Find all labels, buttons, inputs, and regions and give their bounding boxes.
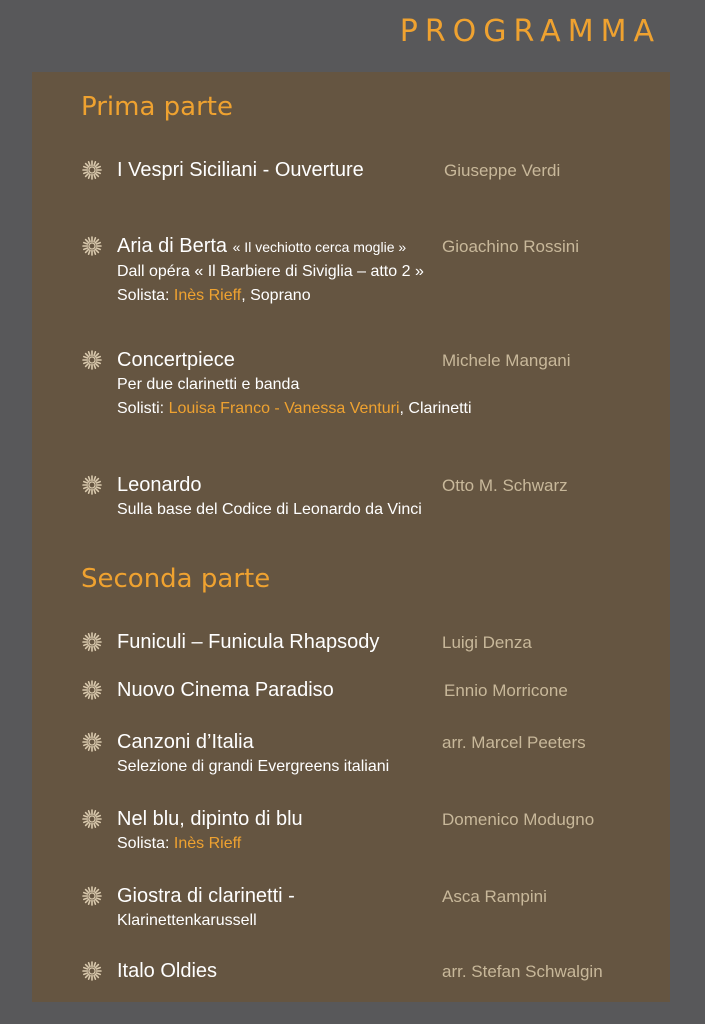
starburst-icon xyxy=(82,236,102,256)
starburst-icon xyxy=(82,732,102,752)
item-subtitle: Dall opéra « Il Barbiere di Siviglia – atto 2 » xyxy=(117,263,424,280)
item-title: Canzoni d’Italia xyxy=(117,731,254,753)
item-soloist: Solisti: Louisa Franco - Vanessa Venturi, Clarinetti xyxy=(117,400,472,417)
item-title: Giostra di clarinetti - xyxy=(117,885,295,907)
item-composer: Michele Mangani xyxy=(442,351,571,370)
item-subtitle: Per due clarinetti e banda xyxy=(117,376,300,393)
item-composer: Ennio Morricone xyxy=(444,681,568,700)
starburst-icon xyxy=(82,886,102,906)
item-composer: Domenico Modugno xyxy=(442,810,595,829)
soloist-name: Inès Rieff xyxy=(173,835,242,852)
starburst-icon xyxy=(82,475,102,495)
item-title: Leonardo xyxy=(117,474,202,496)
starburst-icon xyxy=(82,160,102,180)
item-title: Funiculi – Funicula Rhapsody xyxy=(117,631,380,653)
section-title-seconda-parte: Seconda parte xyxy=(81,564,271,594)
soloist-name: Inès Rieff xyxy=(173,287,242,304)
item-title: Concertpiece xyxy=(117,349,235,371)
starburst-icon xyxy=(82,680,102,700)
item-composer: Giuseppe Verdi xyxy=(444,161,561,180)
soloist-name: Louisa Franco - Vanessa Venturi xyxy=(168,400,400,417)
section-title-prima-parte: Prima parte xyxy=(81,92,233,122)
item-title-aside: « Il vechiotto cerca moglie » xyxy=(232,239,407,255)
item-composer: Asca Rampini xyxy=(442,887,547,906)
item-title: Nel blu, dipinto di blu xyxy=(117,808,303,830)
program-panel xyxy=(32,72,670,1002)
starburst-icon xyxy=(82,350,102,370)
item-title: Nuovo Cinema Paradiso xyxy=(117,679,334,701)
starburst-icon xyxy=(82,809,102,829)
item-title: I Vespri Siciliani - Ouverture xyxy=(117,159,364,181)
item-soloist: Solista: Inès Rieff xyxy=(117,835,242,852)
item-composer: Luigi Denza xyxy=(442,633,532,652)
starburst-icon xyxy=(82,632,102,652)
item-composer: Otto M. Schwarz xyxy=(442,476,568,495)
page-title: PROGRAMMA xyxy=(399,14,661,49)
item-title: Italo Oldies xyxy=(117,960,218,982)
item-composer: Gioachino Rossini xyxy=(442,237,580,256)
item-subtitle: Sulla base del Codice di Leonardo da Vinci xyxy=(117,501,422,518)
item-title: Aria di Berta « Il vechiotto cerca moglie » xyxy=(117,235,407,257)
item-composer: arr. Stefan Schwalgin xyxy=(442,962,603,981)
starburst-icon xyxy=(82,961,102,981)
item-subtitle: Selezione di grandi Evergreens italiani xyxy=(117,758,390,775)
item-subtitle: Klarinettenkarussell xyxy=(117,912,257,929)
item-composer: arr. Marcel Peeters xyxy=(442,733,586,752)
item-soloist: Solista: Inès Rieff, Soprano xyxy=(117,287,311,304)
